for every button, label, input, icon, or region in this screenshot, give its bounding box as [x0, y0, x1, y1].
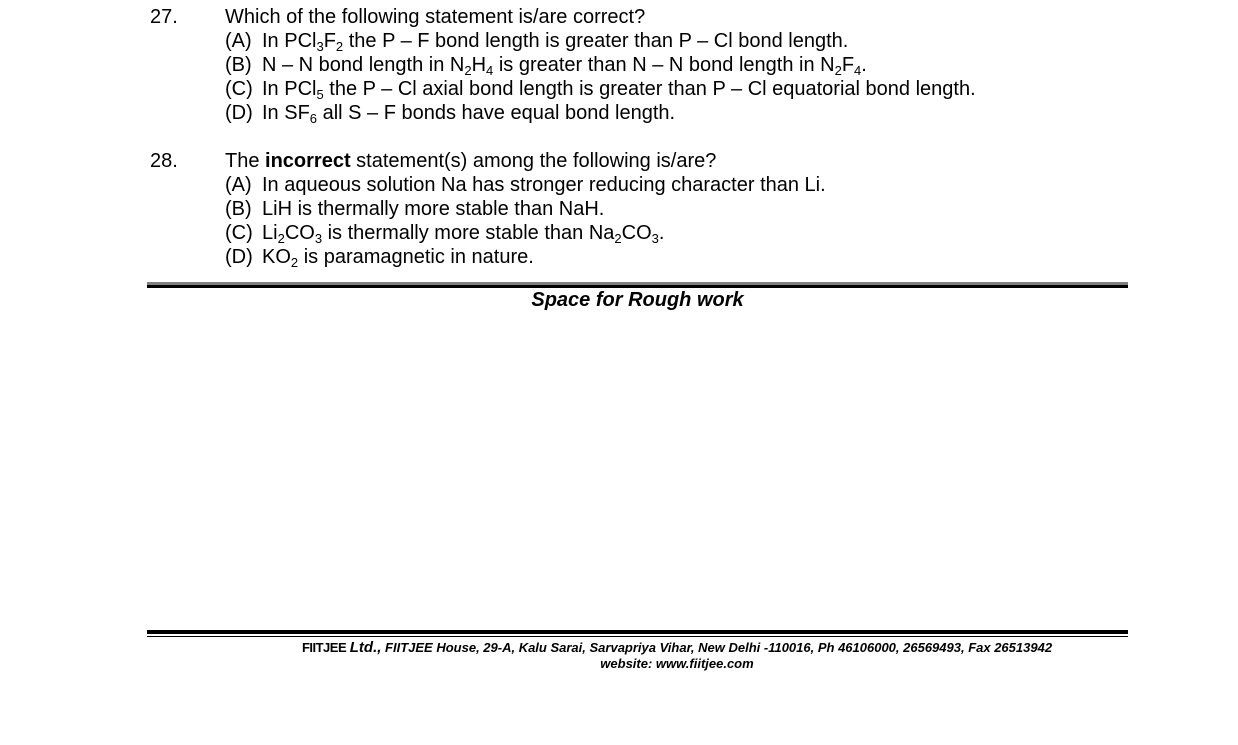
stem-suffix: statement(s) among the following is/are? [350, 150, 717, 172]
option-text: LiH is thermally more stable than NaH. [262, 198, 605, 220]
footer-brand: FIITJEE [301, 640, 347, 655]
option-letter: (B) [225, 54, 252, 76]
option-a [225, 29, 1130, 53]
footer-address: FIITJEE House, 29-A, Kalu Sarai, Sarvapriya Vihar, New Delhi -110016, Ph 46106000, 26569493, Fax 26513942 [385, 640, 1053, 655]
footer-divider [147, 630, 1128, 634]
option-text: In $PCl_3F_2$ the P – F bond length is greater than P – Cl bond length. [262, 30, 849, 54]
option-letter: (A) [225, 30, 252, 52]
option-c [225, 77, 1130, 101]
option-letter: (B) [225, 198, 252, 220]
option-c [225, 221, 1130, 245]
stem-emphasis: incorrect [265, 150, 351, 172]
option-letter: (D) [225, 246, 253, 268]
option-d [225, 101, 1130, 125]
option-a [225, 173, 1130, 197]
footer-divider [147, 636, 1128, 637]
footer-address-line [147, 640, 1207, 656]
page-footer [147, 640, 1207, 672]
option-d [225, 245, 1130, 269]
option-text: N – N bond length in $N_2H_4$ is greater than N – N bond length in $N_2F_4$. [262, 54, 867, 78]
option-text: $KO_2$ is paramagnetic in nature. [262, 246, 534, 270]
question-27 [150, 5, 1130, 125]
footer-website: website: www.fiitjee.com [600, 656, 754, 671]
option-text: In aqueous solution Na has stronger reducing character than Li. [262, 174, 826, 196]
option-text: In PCl$_5$ the P – Cl axial bond length is greater than P – Cl equatorial bond length. [262, 78, 976, 102]
section-divider [147, 285, 1128, 288]
stem-prefix: The [225, 150, 266, 172]
footer-ltd: Ltd., [349, 639, 382, 656]
question-stem: Which of the following statement is/are correct? [225, 6, 646, 28]
question-28 [150, 149, 1130, 269]
option-letter: (C) [225, 78, 253, 100]
option-list [225, 173, 1130, 269]
rough-work-title: Space for Rough work [531, 289, 744, 311]
option-letter: (A) [225, 174, 252, 196]
option-letter: (D) [225, 102, 253, 124]
question-stem [225, 149, 716, 173]
question-number: 27. [150, 6, 178, 28]
option-text: In $SF_6$ all S – F bonds have equal bond length. [262, 102, 676, 126]
option-text: $Li_2CO_3$ is thermally more stable than $Na_2CO_3$. [262, 222, 665, 246]
question-number: 28. [150, 150, 178, 172]
option-b [225, 53, 1130, 77]
option-letter: (C) [225, 222, 253, 244]
option-b [225, 197, 1130, 221]
option-list [225, 29, 1130, 125]
